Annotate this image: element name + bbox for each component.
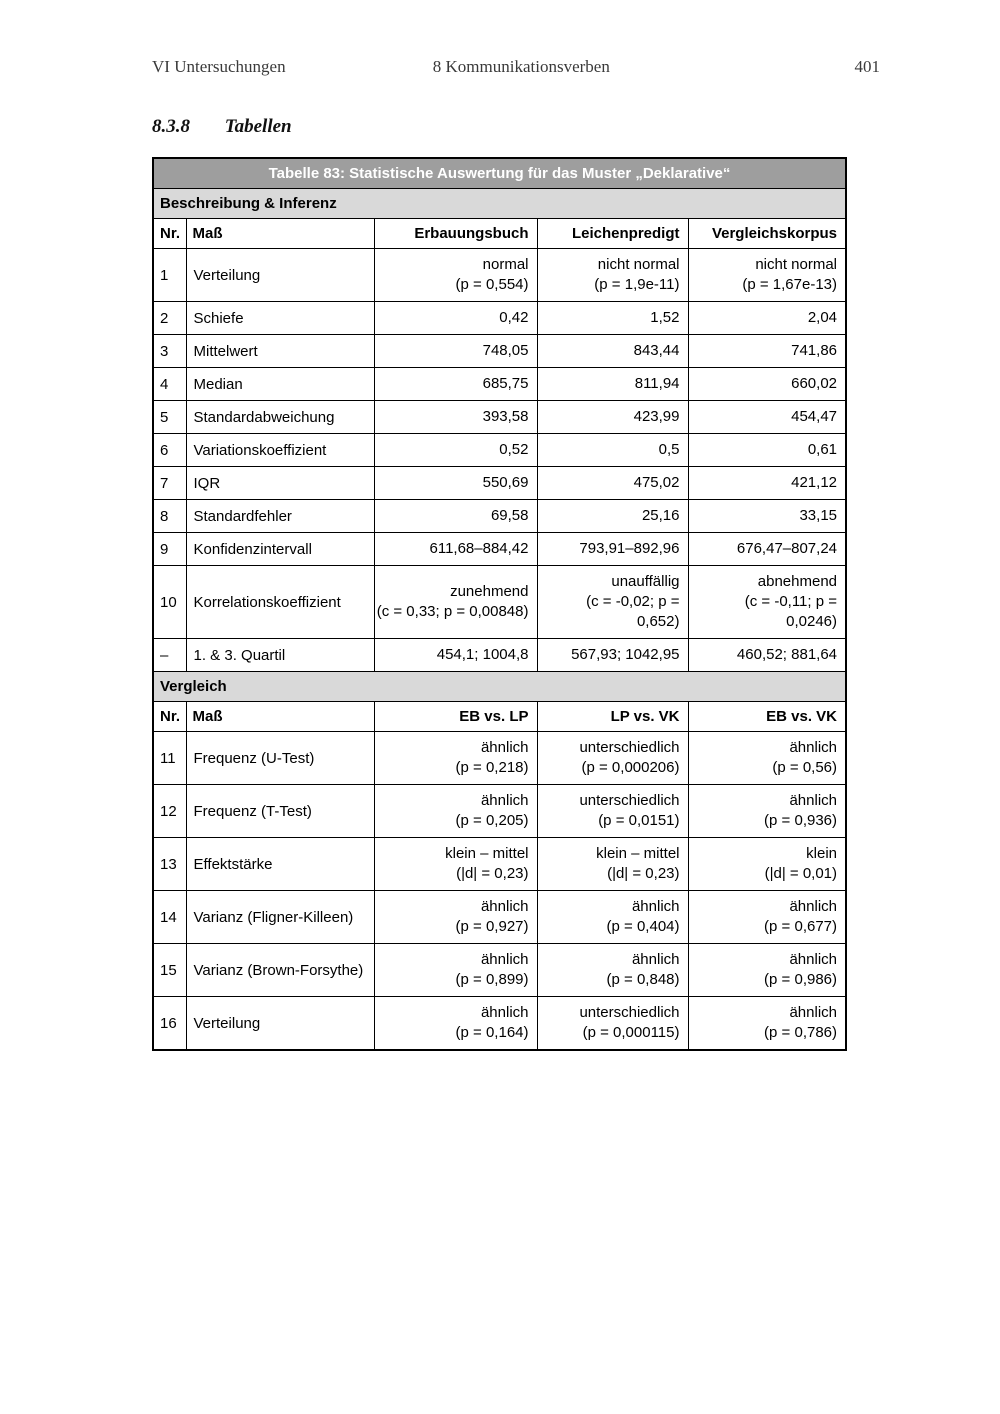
value-cell (537, 401, 688, 434)
value-line: (p = 0,936) (764, 812, 838, 829)
value-line: 741,86 (791, 342, 838, 359)
value-cell (537, 500, 688, 533)
measure-cell: Standardabweichung (186, 401, 374, 434)
value-cell (688, 302, 846, 335)
value-cell (537, 467, 688, 500)
value-line: (p = 0,899) (455, 971, 529, 988)
value-cell (374, 997, 537, 1051)
value-line: zunehmend (450, 583, 529, 600)
value-line: (p = 0,205) (455, 812, 529, 829)
row-number-cell: 5 (153, 401, 186, 434)
measure-cell: Verteilung (186, 997, 374, 1051)
measure-cell: Varianz (Fligner-Killeen) (186, 891, 374, 944)
table-row (153, 401, 846, 434)
value-line: (p = 1,67e-13) (742, 276, 838, 293)
value-line: nicht normal (597, 256, 680, 273)
value-line: (p = 0,0151) (598, 812, 680, 829)
value-cell (688, 838, 846, 891)
row-number-cell: 8 (153, 500, 186, 533)
value-cell (537, 732, 688, 785)
value-cell (537, 335, 688, 368)
value-line: unauffällig (611, 573, 680, 590)
row-number-cell: 16 (153, 997, 186, 1051)
value-line: ähnlich (631, 898, 680, 915)
value-line: 0,42 (499, 309, 529, 326)
value-line: (p = 0,000115) (582, 1024, 680, 1041)
value-cell (688, 639, 846, 672)
statistics-table (152, 157, 847, 1051)
value-line: 33,15 (799, 507, 838, 524)
value-line: (p = 0,848) (606, 971, 680, 988)
running-head-part-title: VI Untersuchungen (152, 57, 286, 76)
column-header: Maß (186, 219, 374, 249)
value-cell (688, 785, 846, 838)
value-line: ähnlich (480, 792, 529, 809)
value-line: 0,61 (807, 441, 838, 458)
table-row (153, 838, 846, 891)
value-line: 0,52 (499, 441, 529, 458)
row-number-cell: 9 (153, 533, 186, 566)
running-head-chapter: 8 Kommunikationsverben (432, 57, 610, 76)
value-line: (p = 0,56) (772, 759, 838, 776)
value-line: ähnlich (480, 898, 529, 915)
table-row (153, 785, 846, 838)
value-line: (p = 0,927) (455, 918, 529, 935)
measure-cell: Effektstärke (186, 838, 374, 891)
value-line: ähnlich (789, 951, 838, 968)
value-line: klein – mittel (596, 845, 680, 862)
value-cell (537, 368, 688, 401)
value-line: 660,02 (791, 375, 838, 392)
value-line: 454,1; 1004,8 (436, 646, 529, 663)
table-row (153, 533, 846, 566)
value-cell (537, 249, 688, 302)
value-line: 685,75 (482, 375, 529, 392)
value-line: ähnlich (631, 951, 680, 968)
value-line: unterschiedlich (579, 739, 680, 756)
value-line: (p = 0,164) (455, 1024, 529, 1041)
value-line: 69,58 (490, 507, 529, 524)
measure-cell: Korrelationskoeffizient (186, 566, 374, 639)
column-header: Nr. (153, 219, 186, 249)
value-cell (374, 566, 537, 639)
value-line: normal (482, 256, 529, 273)
value-line: ähnlich (480, 951, 529, 968)
column-header: Maß (186, 702, 374, 732)
value-line: 421,12 (791, 474, 838, 491)
value-line: 393,58 (482, 408, 529, 425)
value-line: ähnlich (480, 739, 529, 756)
value-cell (537, 434, 688, 467)
value-line: 793,91–892,96 (579, 540, 680, 557)
value-cell (374, 891, 537, 944)
value-line: 550,69 (482, 474, 529, 491)
value-line: ähnlich (789, 1004, 838, 1021)
table-row (153, 249, 846, 302)
row-number-cell: 2 (153, 302, 186, 335)
row-number-cell: 4 (153, 368, 186, 401)
value-cell (688, 368, 846, 401)
measure-cell: Mittelwert (186, 335, 374, 368)
value-line: ähnlich (789, 792, 838, 809)
value-cell (374, 467, 537, 500)
value-line: 460,52; 881,64 (736, 646, 838, 663)
value-cell (688, 944, 846, 997)
value-line: (|d| = 0,23) (456, 865, 529, 882)
measure-cell: Schiefe (186, 302, 374, 335)
value-line: unterschiedlich (579, 1004, 680, 1021)
value-cell (374, 249, 537, 302)
column-header: EB vs. VK (688, 702, 846, 732)
measure-cell: Konfidenzintervall (186, 533, 374, 566)
table-row (153, 500, 846, 533)
measure-cell: Verteilung (186, 249, 374, 302)
page-number: 401 (854, 57, 880, 76)
table-row (153, 434, 846, 467)
measure-cell: Standardfehler (186, 500, 374, 533)
value-line: 567,93; 1042,95 (571, 646, 680, 663)
table-row (153, 944, 846, 997)
value-line: (p = 0,554) (455, 276, 529, 293)
table-row (153, 566, 846, 639)
value-cell (374, 302, 537, 335)
row-number-cell: 14 (153, 891, 186, 944)
value-cell (688, 434, 846, 467)
value-cell (537, 944, 688, 997)
value-cell (688, 732, 846, 785)
value-cell (374, 401, 537, 434)
value-cell (688, 401, 846, 434)
row-number-cell: 7 (153, 467, 186, 500)
value-line: ähnlich (789, 898, 838, 915)
table-title: Tabelle 83: Statistische Auswertung für das Muster „Deklarative“ (153, 158, 846, 189)
value-cell (537, 838, 688, 891)
value-line: 454,47 (791, 408, 838, 425)
value-line: ähnlich (480, 1004, 529, 1021)
value-cell (374, 785, 537, 838)
section-heading (152, 116, 292, 138)
table-row (153, 732, 846, 785)
column-header: Vergleichskorpus (688, 219, 846, 249)
table-row (153, 891, 846, 944)
value-cell (537, 566, 688, 639)
value-line: (p = 0,677) (764, 918, 838, 935)
value-line: 676,47–807,24 (736, 540, 838, 557)
table-body (153, 158, 846, 1050)
value-line: 811,94 (634, 375, 680, 392)
value-cell (374, 639, 537, 672)
value-cell (537, 997, 688, 1051)
column-header: Erbauungsbuch (374, 219, 537, 249)
value-line: nicht normal (755, 256, 838, 273)
column-header-row (153, 702, 846, 732)
value-cell (688, 249, 846, 302)
value-cell (374, 500, 537, 533)
column-header: EB vs. LP (374, 702, 537, 732)
measure-cell: IQR (186, 467, 374, 500)
running-head (152, 57, 880, 81)
measure-cell: Varianz (Brown-Forsythe) (186, 944, 374, 997)
value-line: (c = -0,11; p = 0,0246) (744, 593, 838, 630)
section-bar-row (153, 189, 846, 219)
row-number-cell: 13 (153, 838, 186, 891)
section-bar-1: Vergleich (153, 672, 846, 702)
row-number-cell: 15 (153, 944, 186, 997)
value-line: (p = 0,786) (764, 1024, 838, 1041)
measure-cell: Frequenz (U-Test) (186, 732, 374, 785)
value-cell (537, 302, 688, 335)
column-header: LP vs. VK (537, 702, 688, 732)
value-cell (374, 944, 537, 997)
value-line: 611,68–884,42 (429, 540, 529, 557)
column-header: Leichenpredigt (537, 219, 688, 249)
table-row (153, 639, 846, 672)
row-number-cell: 6 (153, 434, 186, 467)
section-heading-number: 8.3.8 (152, 116, 190, 137)
value-cell (688, 500, 846, 533)
table-row (153, 997, 846, 1051)
section-heading-title: Tabellen (224, 116, 292, 137)
measure-cell: Median (186, 368, 374, 401)
value-line: (p = 0,218) (455, 759, 529, 776)
value-cell (688, 997, 846, 1051)
value-cell (374, 368, 537, 401)
value-cell (688, 335, 846, 368)
value-cell (374, 838, 537, 891)
value-line: 1,52 (650, 309, 680, 326)
measure-cell: 1. & 3. Quartil (186, 639, 374, 672)
value-line: (p = 0,000206) (581, 759, 680, 776)
value-line: klein (806, 845, 838, 862)
value-line: 843,44 (633, 342, 680, 359)
value-cell (537, 891, 688, 944)
table-row (153, 467, 846, 500)
section-bar-0: Beschreibung & Inferenz (153, 189, 846, 219)
row-number-cell: 10 (153, 566, 186, 639)
value-cell (688, 467, 846, 500)
value-cell (374, 732, 537, 785)
value-line: 2,04 (807, 309, 838, 326)
row-number-cell: 3 (153, 335, 186, 368)
value-cell (537, 639, 688, 672)
measure-cell: Frequenz (T-Test) (186, 785, 374, 838)
value-cell (688, 566, 846, 639)
value-line: 25,16 (641, 507, 680, 524)
value-line: (|d| = 0,23) (607, 865, 680, 882)
value-line: (p = 0,404) (606, 918, 680, 935)
value-line: (p = 1,9e-11) (594, 276, 680, 293)
value-cell (537, 533, 688, 566)
table-row (153, 302, 846, 335)
value-line: unterschiedlich (579, 792, 680, 809)
table-title-row (153, 158, 846, 189)
table-row (153, 335, 846, 368)
value-cell (374, 434, 537, 467)
table-row (153, 368, 846, 401)
measure-cell: Variationskoeffizient (186, 434, 374, 467)
value-line: (p = 0,986) (764, 971, 838, 988)
value-line: abnehmend (757, 573, 838, 590)
value-cell (374, 533, 537, 566)
value-line: 0,5 (658, 441, 680, 458)
section-bar-row (153, 672, 846, 702)
value-cell (537, 785, 688, 838)
row-number-cell: 11 (153, 732, 186, 785)
row-number-cell: 12 (153, 785, 186, 838)
value-line: (c = -0,02; p = 0,652) (586, 593, 680, 630)
value-line: klein – mittel (445, 845, 529, 862)
value-line: 748,05 (482, 342, 529, 359)
value-cell (688, 533, 846, 566)
row-number-cell: 1 (153, 249, 186, 302)
row-number-cell: – (153, 639, 186, 672)
value-line: ähnlich (789, 739, 838, 756)
value-line: (c = 0,33; p = 0,00848) (376, 603, 529, 620)
value-cell (688, 891, 846, 944)
value-line: 475,02 (633, 474, 680, 491)
value-line: (|d| = 0,01) (764, 865, 838, 882)
column-header: Nr. (153, 702, 186, 732)
value-line: 423,99 (633, 408, 680, 425)
value-cell (374, 335, 537, 368)
column-header-row (153, 219, 846, 249)
